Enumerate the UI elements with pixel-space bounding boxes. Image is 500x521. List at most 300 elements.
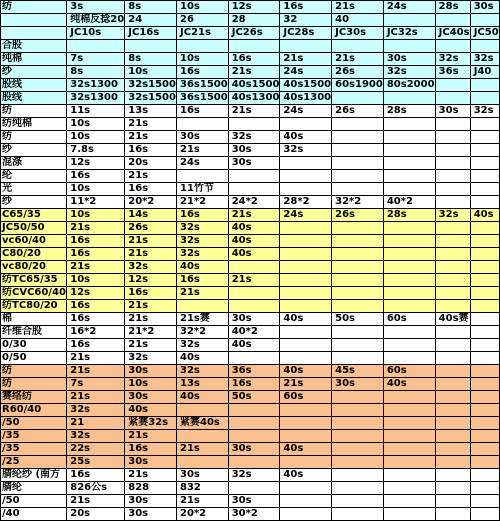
row-label-cell[interactable]: 纺 (1, 365, 67, 378)
spec-cell[interactable]: 26 (177, 14, 229, 27)
row-label-cell[interactable]: 纺 (1, 131, 67, 144)
spec-cell[interactable]: 832 (177, 482, 229, 495)
spec-cell[interactable]: 21s (67, 495, 125, 508)
spec-cell[interactable] (435, 40, 470, 53)
spec-cell[interactable]: 16*2 (67, 326, 125, 339)
spec-cell[interactable]: 40s (177, 261, 229, 274)
spec-cell[interactable] (470, 287, 499, 300)
spec-cell[interactable]: 21s (228, 105, 280, 118)
spec-cell[interactable] (383, 157, 435, 170)
spec-cell[interactable]: 32s (177, 339, 229, 352)
spec-cell[interactable] (177, 430, 229, 443)
spec-cell[interactable] (332, 300, 384, 313)
spec-cell[interactable]: 26s (332, 209, 384, 222)
spec-cell[interactable] (280, 170, 332, 183)
spec-cell[interactable] (280, 300, 332, 313)
spec-cell[interactable] (332, 482, 384, 495)
spec-cell[interactable]: 21s (177, 495, 229, 508)
spec-cell[interactable] (435, 469, 470, 482)
spec-cell[interactable] (228, 352, 280, 365)
spec-cell[interactable] (470, 261, 499, 274)
spec-cell[interactable] (332, 456, 384, 469)
spec-cell[interactable]: 10s (177, 1, 229, 14)
spec-cell[interactable] (435, 339, 470, 352)
spec-cell[interactable]: 21s (177, 144, 229, 157)
spec-cell[interactable]: 24*2 (228, 196, 280, 209)
spec-cell[interactable]: 8s (125, 53, 177, 66)
spec-cell[interactable]: 40s (280, 443, 332, 456)
spec-cell[interactable]: 30s (177, 131, 229, 144)
spec-cell[interactable]: 紧赛32s (125, 417, 177, 430)
spec-cell[interactable] (470, 248, 499, 261)
spec-cell[interactable]: 40s赛 (435, 313, 470, 326)
spec-cell[interactable]: 40s1500 (280, 79, 332, 92)
spec-cell[interactable] (470, 196, 499, 209)
spec-cell[interactable] (332, 495, 384, 508)
spec-cell[interactable]: 40s1300 (280, 92, 332, 105)
spec-cell[interactable] (383, 339, 435, 352)
spec-cell[interactable] (435, 495, 470, 508)
spec-cell[interactable]: 32s (435, 209, 470, 222)
spec-cell[interactable] (280, 417, 332, 430)
spec-cell[interactable]: 60s (280, 391, 332, 404)
row-label-cell[interactable]: 纺纯棉 (1, 118, 67, 131)
row-label-cell[interactable]: 合股 (1, 40, 67, 53)
spec-cell[interactable] (435, 14, 470, 27)
spec-cell[interactable]: 40s (280, 365, 332, 378)
spec-cell[interactable]: 36s (435, 66, 470, 79)
spec-cell[interactable] (435, 287, 470, 300)
spec-cell[interactable]: 10s (67, 131, 125, 144)
spec-cell[interactable]: 32s (177, 222, 229, 235)
spec-cell[interactable]: 21s (67, 222, 125, 235)
row-label-cell[interactable]: JC50/50 (1, 222, 67, 235)
spec-cell[interactable]: 30s (383, 53, 435, 66)
spec-cell[interactable]: 16s (177, 209, 229, 222)
spec-cell[interactable] (383, 40, 435, 53)
spec-cell[interactable]: 21s (125, 469, 177, 482)
spec-cell[interactable] (383, 456, 435, 469)
spec-cell[interactable] (435, 300, 470, 313)
spec-cell[interactable] (280, 118, 332, 131)
spec-cell[interactable] (332, 339, 384, 352)
spec-cell[interactable] (280, 482, 332, 495)
spec-cell[interactable]: 24s (280, 66, 332, 79)
spec-cell[interactable] (383, 222, 435, 235)
spec-cell[interactable]: 40s (177, 391, 229, 404)
spec-cell[interactable] (280, 183, 332, 196)
spec-cell[interactable]: 21s (67, 365, 125, 378)
spec-cell[interactable] (280, 40, 332, 53)
spec-cell[interactable]: 28 (228, 14, 280, 27)
spec-cell[interactable]: 828 (125, 482, 177, 495)
spec-cell[interactable] (435, 248, 470, 261)
spec-cell[interactable]: JC16s (125, 27, 177, 40)
spec-cell[interactable] (280, 456, 332, 469)
spec-cell[interactable] (435, 235, 470, 248)
spec-cell[interactable] (470, 222, 499, 235)
spec-cell[interactable] (435, 79, 470, 92)
spec-cell[interactable]: 21s (125, 300, 177, 313)
spec-cell[interactable]: 40s (383, 378, 435, 391)
spec-cell[interactable] (435, 92, 470, 105)
spec-cell[interactable]: 16s (177, 66, 229, 79)
spec-cell[interactable] (470, 144, 499, 157)
spec-cell[interactable] (435, 378, 470, 391)
spec-cell[interactable]: 16s (67, 235, 125, 248)
spec-cell[interactable]: 24 (125, 14, 177, 27)
spec-cell[interactable] (435, 118, 470, 131)
spec-cell[interactable] (470, 482, 499, 495)
spec-cell[interactable] (332, 131, 384, 144)
spec-cell[interactable]: 30s (332, 378, 384, 391)
spec-cell[interactable] (383, 430, 435, 443)
row-label-cell[interactable]: /25 (1, 456, 67, 469)
row-label-cell[interactable]: 纺 (1, 105, 67, 118)
spec-cell[interactable]: 21s (332, 1, 384, 14)
spec-cell[interactable]: 30s (125, 456, 177, 469)
spec-cell[interactable]: 8s (125, 1, 177, 14)
spec-cell[interactable] (435, 430, 470, 443)
spec-cell[interactable] (280, 404, 332, 417)
spec-cell[interactable] (470, 131, 499, 144)
spec-cell[interactable] (280, 430, 332, 443)
spec-cell[interactable]: 21s (125, 339, 177, 352)
spec-cell[interactable]: 21*2 (125, 326, 177, 339)
spec-cell[interactable]: 10s (125, 66, 177, 79)
spec-cell[interactable] (470, 352, 499, 365)
spec-cell[interactable] (383, 92, 435, 105)
spec-cell[interactable]: 26s (125, 222, 177, 235)
spec-cell[interactable] (435, 183, 470, 196)
row-label-cell[interactable]: 纱 (1, 66, 67, 79)
spec-cell[interactable] (383, 287, 435, 300)
row-label-cell[interactable]: 0/30 (1, 339, 67, 352)
spec-cell[interactable] (332, 222, 384, 235)
spec-cell[interactable]: 16s (67, 339, 125, 352)
spec-cell[interactable] (435, 144, 470, 157)
spec-cell[interactable]: 20*2 (125, 196, 177, 209)
spec-cell[interactable]: 28s (383, 105, 435, 118)
spec-cell[interactable] (332, 248, 384, 261)
spec-cell[interactable]: 40*2 (383, 196, 435, 209)
spec-cell[interactable]: 21s (67, 391, 125, 404)
spec-cell[interactable]: 21s (228, 66, 280, 79)
spec-cell[interactable] (383, 417, 435, 430)
spec-cell[interactable]: 24s (280, 105, 332, 118)
spec-cell[interactable]: JC32s (383, 27, 435, 40)
spec-cell[interactable] (435, 261, 470, 274)
spec-cell[interactable] (470, 170, 499, 183)
spec-cell[interactable] (228, 118, 280, 131)
spec-cell[interactable] (435, 443, 470, 456)
spec-cell[interactable]: 24s (280, 209, 332, 222)
spec-cell[interactable]: 40s (280, 469, 332, 482)
spec-cell[interactable] (383, 495, 435, 508)
spec-cell[interactable] (383, 300, 435, 313)
spec-cell[interactable]: 40s1500 (228, 79, 280, 92)
spec-cell[interactable] (280, 352, 332, 365)
spec-cell[interactable] (280, 326, 332, 339)
spec-cell[interactable] (228, 300, 280, 313)
spec-cell[interactable]: 14s (125, 209, 177, 222)
spec-cell[interactable] (332, 508, 384, 521)
spec-cell[interactable] (332, 352, 384, 365)
spec-cell[interactable] (435, 417, 470, 430)
spec-cell[interactable]: 28s (435, 1, 470, 14)
spec-cell[interactable]: 10s (67, 183, 125, 196)
row-label-cell[interactable]: /50 (1, 417, 67, 430)
spec-cell[interactable]: JC21s (177, 27, 229, 40)
spec-cell[interactable] (332, 183, 384, 196)
spec-cell[interactable]: 21s (332, 53, 384, 66)
spec-cell[interactable]: 40s1300 (228, 92, 280, 105)
spec-cell[interactable]: 60s (383, 313, 435, 326)
spec-cell[interactable] (280, 235, 332, 248)
spec-cell[interactable]: 7s (67, 53, 125, 66)
spec-cell[interactable]: 30s (177, 469, 229, 482)
spec-cell[interactable] (177, 118, 229, 131)
spec-cell[interactable]: 36s1500 (177, 79, 229, 92)
spec-cell[interactable] (332, 118, 384, 131)
spec-cell[interactable]: 12s (228, 1, 280, 14)
spec-cell[interactable] (470, 79, 499, 92)
spec-cell[interactable]: 16s (125, 183, 177, 196)
spec-cell[interactable]: 30s (228, 157, 280, 170)
spec-cell[interactable]: 21s (125, 313, 177, 326)
spec-cell[interactable]: 16s (67, 300, 125, 313)
row-label-cell[interactable]: 赛络纺 (1, 391, 67, 404)
spec-cell[interactable] (383, 131, 435, 144)
spec-cell[interactable]: 30s (125, 508, 177, 521)
spec-cell[interactable] (435, 508, 470, 521)
row-label-cell[interactable]: vc60/40 (1, 235, 67, 248)
spec-cell[interactable]: 32 (280, 14, 332, 27)
row-label-cell[interactable]: 0/50 (1, 352, 67, 365)
spec-cell[interactable]: J40 (470, 66, 499, 79)
spec-cell[interactable]: 40s (125, 404, 177, 417)
spec-cell[interactable] (470, 469, 499, 482)
spec-cell[interactable] (332, 40, 384, 53)
spec-cell[interactable] (228, 482, 280, 495)
spec-cell[interactable]: 30s (228, 313, 280, 326)
spec-cell[interactable]: JC26s (228, 27, 280, 40)
spec-cell[interactable]: 36s (228, 365, 280, 378)
spec-cell[interactable]: 16s (125, 287, 177, 300)
row-label-cell[interactable]: vc80/20 (1, 261, 67, 274)
spec-cell[interactable] (280, 495, 332, 508)
spec-cell[interactable]: 30*2 (228, 508, 280, 521)
spec-cell[interactable]: 11竹节 (177, 183, 229, 196)
spec-cell[interactable]: 60s (383, 365, 435, 378)
spec-cell[interactable]: 32s1500 (125, 92, 177, 105)
spec-cell[interactable]: 30s (125, 391, 177, 404)
spec-cell[interactable] (383, 248, 435, 261)
spec-cell[interactable] (470, 456, 499, 469)
spec-cell[interactable]: 45s (332, 365, 384, 378)
spec-cell[interactable] (470, 274, 499, 287)
spec-cell[interactable] (280, 339, 332, 352)
spec-cell[interactable] (280, 287, 332, 300)
spec-cell[interactable] (228, 456, 280, 469)
spec-cell[interactable] (383, 469, 435, 482)
spec-cell[interactable]: 32s1300 (67, 92, 125, 105)
spec-cell[interactable]: 21s (125, 170, 177, 183)
spec-cell[interactable] (332, 287, 384, 300)
spec-cell[interactable]: 16s (228, 378, 280, 391)
spec-cell[interactable]: 21s (125, 248, 177, 261)
spec-cell[interactable] (67, 40, 125, 53)
row-label-cell[interactable]: 纺 (1, 378, 67, 391)
spec-cell[interactable]: 21s (125, 430, 177, 443)
spec-cell[interactable]: 32s (125, 352, 177, 365)
spec-cell[interactable]: 30s (125, 495, 177, 508)
spec-cell[interactable] (383, 183, 435, 196)
spec-cell[interactable] (332, 404, 384, 417)
spec-cell[interactable]: 32s (125, 261, 177, 274)
spec-cell[interactable] (470, 92, 499, 105)
spec-cell[interactable] (228, 430, 280, 443)
spec-cell[interactable]: 16s (177, 105, 229, 118)
spec-cell[interactable]: 32s (177, 248, 229, 261)
spec-cell[interactable]: 16s (228, 53, 280, 66)
spec-cell[interactable]: JC28s (280, 27, 332, 40)
spec-cell[interactable]: 16s (177, 274, 229, 287)
spec-cell[interactable]: 32s (435, 53, 470, 66)
row-label-cell[interactable]: 腈纶 (1, 482, 67, 495)
spec-cell[interactable] (228, 170, 280, 183)
spec-cell[interactable]: 16s (67, 248, 125, 261)
spec-cell[interactable] (383, 391, 435, 404)
spec-cell[interactable]: 16s (280, 1, 332, 14)
spec-cell[interactable] (470, 443, 499, 456)
spec-cell[interactable]: 32s1300 (67, 79, 125, 92)
row-label-cell[interactable]: /40 (1, 508, 67, 521)
spec-cell[interactable]: 40s (228, 248, 280, 261)
spec-cell[interactable] (470, 365, 499, 378)
spec-cell[interactable]: 20*2 (177, 508, 229, 521)
row-label-cell[interactable]: /35 (1, 443, 67, 456)
row-label-cell[interactable]: 纺TC65/35 (1, 274, 67, 287)
spec-cell[interactable]: 10s (67, 209, 125, 222)
row-label-cell[interactable]: 纱 (1, 196, 67, 209)
spec-cell[interactable] (470, 495, 499, 508)
spec-cell[interactable]: 26s (332, 105, 384, 118)
spec-cell[interactable] (470, 391, 499, 404)
spec-cell[interactable] (470, 404, 499, 417)
spec-cell[interactable]: 80s2000 (383, 79, 435, 92)
spec-cell[interactable] (470, 235, 499, 248)
spec-cell[interactable] (383, 144, 435, 157)
spec-cell[interactable]: 40 (332, 14, 384, 27)
spec-cell[interactable] (383, 235, 435, 248)
spec-cell[interactable] (470, 417, 499, 430)
spec-cell[interactable] (332, 170, 384, 183)
spec-cell[interactable]: 21s (280, 53, 332, 66)
spec-cell[interactable]: 8s (67, 66, 125, 79)
spec-cell[interactable] (435, 365, 470, 378)
spec-cell[interactable] (177, 404, 229, 417)
spec-cell[interactable] (383, 508, 435, 521)
spec-cell[interactable] (435, 196, 470, 209)
spec-cell[interactable]: 40s (177, 352, 229, 365)
spec-cell[interactable] (470, 378, 499, 391)
spec-cell[interactable] (332, 469, 384, 482)
spec-cell[interactable] (383, 482, 435, 495)
spec-cell[interactable]: 30s (228, 443, 280, 456)
spec-cell[interactable]: 21 (67, 417, 125, 430)
row-label-cell[interactable] (1, 14, 67, 27)
spec-cell[interactable] (332, 157, 384, 170)
spec-cell[interactable]: 10s (125, 378, 177, 391)
spec-cell[interactable]: 10s (67, 118, 125, 131)
spec-cell[interactable]: 24s (177, 157, 229, 170)
spec-cell[interactable]: 10s (177, 53, 229, 66)
spec-cell[interactable]: 40s (280, 313, 332, 326)
spec-cell[interactable]: 11s (67, 105, 125, 118)
spec-cell[interactable]: 30s (228, 495, 280, 508)
spec-cell[interactable]: 826公s (67, 482, 125, 495)
spec-cell[interactable]: 28s (383, 209, 435, 222)
spec-cell[interactable]: 30s (435, 105, 470, 118)
spec-cell[interactable]: 32s (280, 144, 332, 157)
spec-cell[interactable] (470, 118, 499, 131)
spec-cell[interactable] (332, 144, 384, 157)
spec-cell[interactable]: 纯棉反捻20 (67, 14, 125, 27)
spec-cell[interactable]: 21s (125, 131, 177, 144)
row-label-cell[interactable]: 股线 (1, 92, 67, 105)
row-label-cell[interactable]: R60/40 (1, 404, 67, 417)
spec-cell[interactable] (383, 352, 435, 365)
spec-cell[interactable] (332, 326, 384, 339)
row-label-cell[interactable] (1, 27, 67, 40)
row-label-cell[interactable]: 纯棉 (1, 53, 67, 66)
spec-cell[interactable]: 7.8s (67, 144, 125, 157)
spec-cell[interactable] (332, 235, 384, 248)
spec-cell[interactable]: 21s (177, 287, 229, 300)
spec-cell[interactable] (383, 170, 435, 183)
spec-cell[interactable] (332, 443, 384, 456)
spec-cell[interactable] (470, 40, 499, 53)
spec-cell[interactable] (383, 326, 435, 339)
spec-cell[interactable]: JC50 (470, 27, 499, 40)
spec-cell[interactable]: 32s1500 (125, 79, 177, 92)
spec-cell[interactable]: 21s (228, 209, 280, 222)
spec-cell[interactable]: 16s (67, 469, 125, 482)
spec-cell[interactable]: 紧赛40s (177, 417, 229, 430)
spec-cell[interactable] (435, 170, 470, 183)
row-label-cell[interactable]: 纶 (1, 170, 67, 183)
spec-cell[interactable]: 60s1900 (332, 79, 384, 92)
spec-cell[interactable] (470, 300, 499, 313)
spec-cell[interactable]: 36s1500 (177, 92, 229, 105)
spec-cell[interactable]: 40*2 (228, 326, 280, 339)
row-label-cell[interactable]: /35 (1, 430, 67, 443)
spec-cell[interactable]: 24s (383, 1, 435, 14)
spec-cell[interactable]: 40s (228, 339, 280, 352)
row-label-cell[interactable]: 纺 (1, 1, 67, 14)
spec-cell[interactable]: JC10s (67, 27, 125, 40)
spec-cell[interactable] (228, 183, 280, 196)
spec-cell[interactable]: 32*2 (177, 326, 229, 339)
spec-cell[interactable]: 7s (67, 378, 125, 391)
spec-cell[interactable]: 12s (125, 274, 177, 287)
spec-cell[interactable]: 30s (470, 1, 499, 14)
spec-cell[interactable]: 20s (67, 508, 125, 521)
spec-cell[interactable]: 30s (228, 144, 280, 157)
spec-cell[interactable] (177, 456, 229, 469)
spec-cell[interactable] (470, 14, 499, 27)
